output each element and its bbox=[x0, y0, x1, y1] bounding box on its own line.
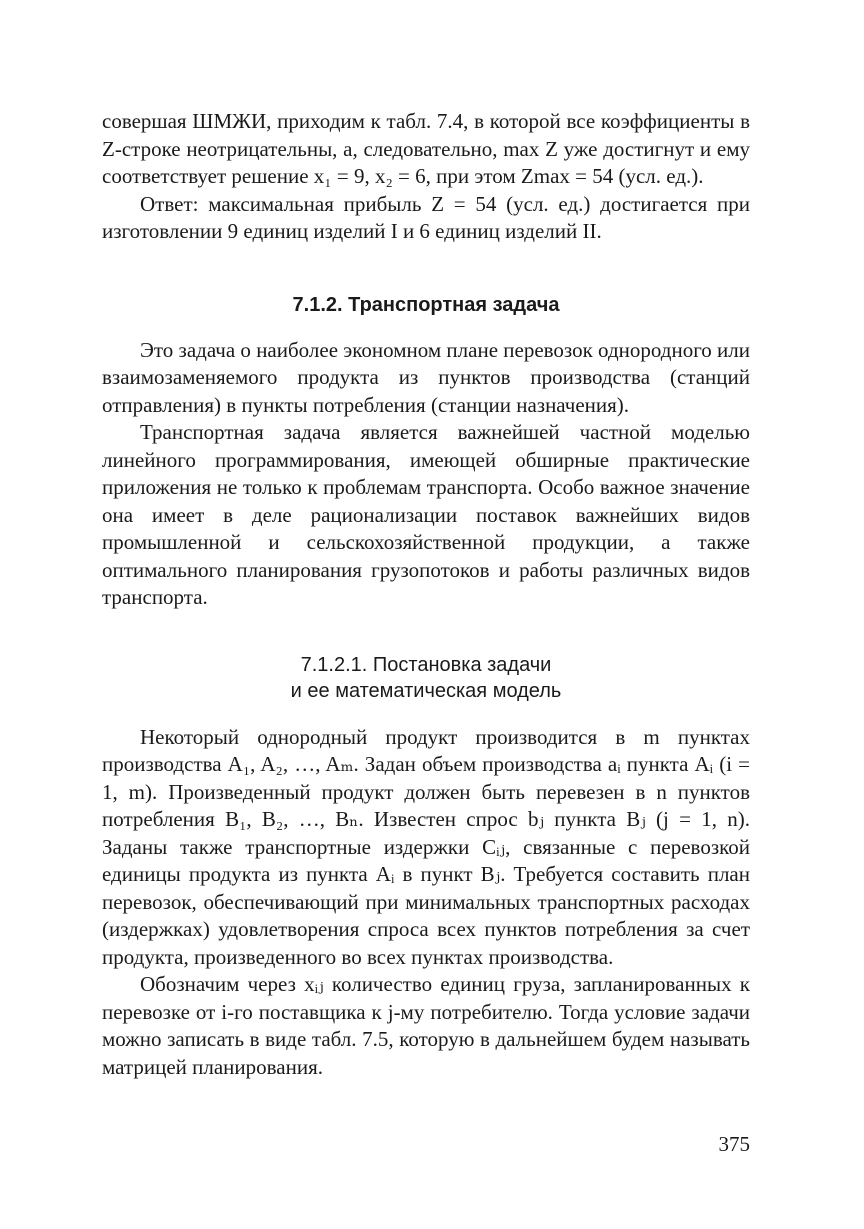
subsection-heading bbox=[102, 652, 750, 704]
page-number: 375 bbox=[718, 1132, 750, 1156]
subsection-heading-line1: 7.1.2.1. Постановка задачи bbox=[300, 653, 552, 676]
paragraph-notation: Обозначим через xᵢⱼ количество единиц груза, запланированных к перевозке от i-го поставщика к j-му потребителю. Тогда условие задачи можно записать в виде табл. 7.5, которую в дальнейшем будем называть матрицей планирования. bbox=[102, 972, 750, 1079]
paragraph-answer: Ответ: максимальная прибыль Z = 54 (усл. ед.) достигается при изготовлении 9 единиц изделий I и 6 единиц изделий II. bbox=[102, 191, 750, 243]
subsection-heading-line2: и ее математическая модель bbox=[290, 679, 562, 702]
paragraph-problem-statement: Некоторый однородный продукт производится в m пунктах производства A₁, A₂, …, Aₘ. Задан объем производства aᵢ пункта Aᵢ (i = 1, m). Произведенный продукт должен быть перевезен в n пунктов потребления B₁, B₂, …, Bₙ. Известен спрос bⱼ пункта Bⱼ (j = 1, n). Заданы также транспортные издержки Cᵢⱼ, связанные с перевозкой единицы продукта из пункта Aᵢ в пункт Bⱼ. Требуется составить план перевозок, обеспечивающий при минимальных транспортных расходах (издержках) удовлетворения спроса всех пунктов потребления за счет продукта, произведенного во всех пунктах производства. bbox=[102, 724, 750, 969]
paragraph-importance: Транспортная задача является важнейшей частной моделью линейного программирования, имеющей обширные практические приложения не только к проблемам транспорта. Особо важное значение она имеет в деле рационализации поставок важнейших видов промышленной и сельскохозяйственной продукции, а также оптимального планирования грузопотоков и работы различных видов транспорта. bbox=[102, 420, 750, 609]
page-body bbox=[102, 108, 750, 1081]
section-heading: 7.1.2. Транспортная задача bbox=[292, 293, 560, 316]
paragraph-solution-end: совершая ШМЖИ, приходим к табл. 7.4, в которой все коэффициенты в Z-строке неотрицательны, а, следовательно, max Z уже достигнут и ему соответствует решение x₁ = 9, x₂ = 6, при этом Zmax = 54 (усл. ед.). bbox=[102, 109, 750, 188]
paragraph-definition: Это задача о наиболее экономном плане перевозок однородного или взаимозаменяемого продукта из пунктов производства (станций отправления) в пункты потребления (станции назначения). bbox=[102, 337, 750, 417]
